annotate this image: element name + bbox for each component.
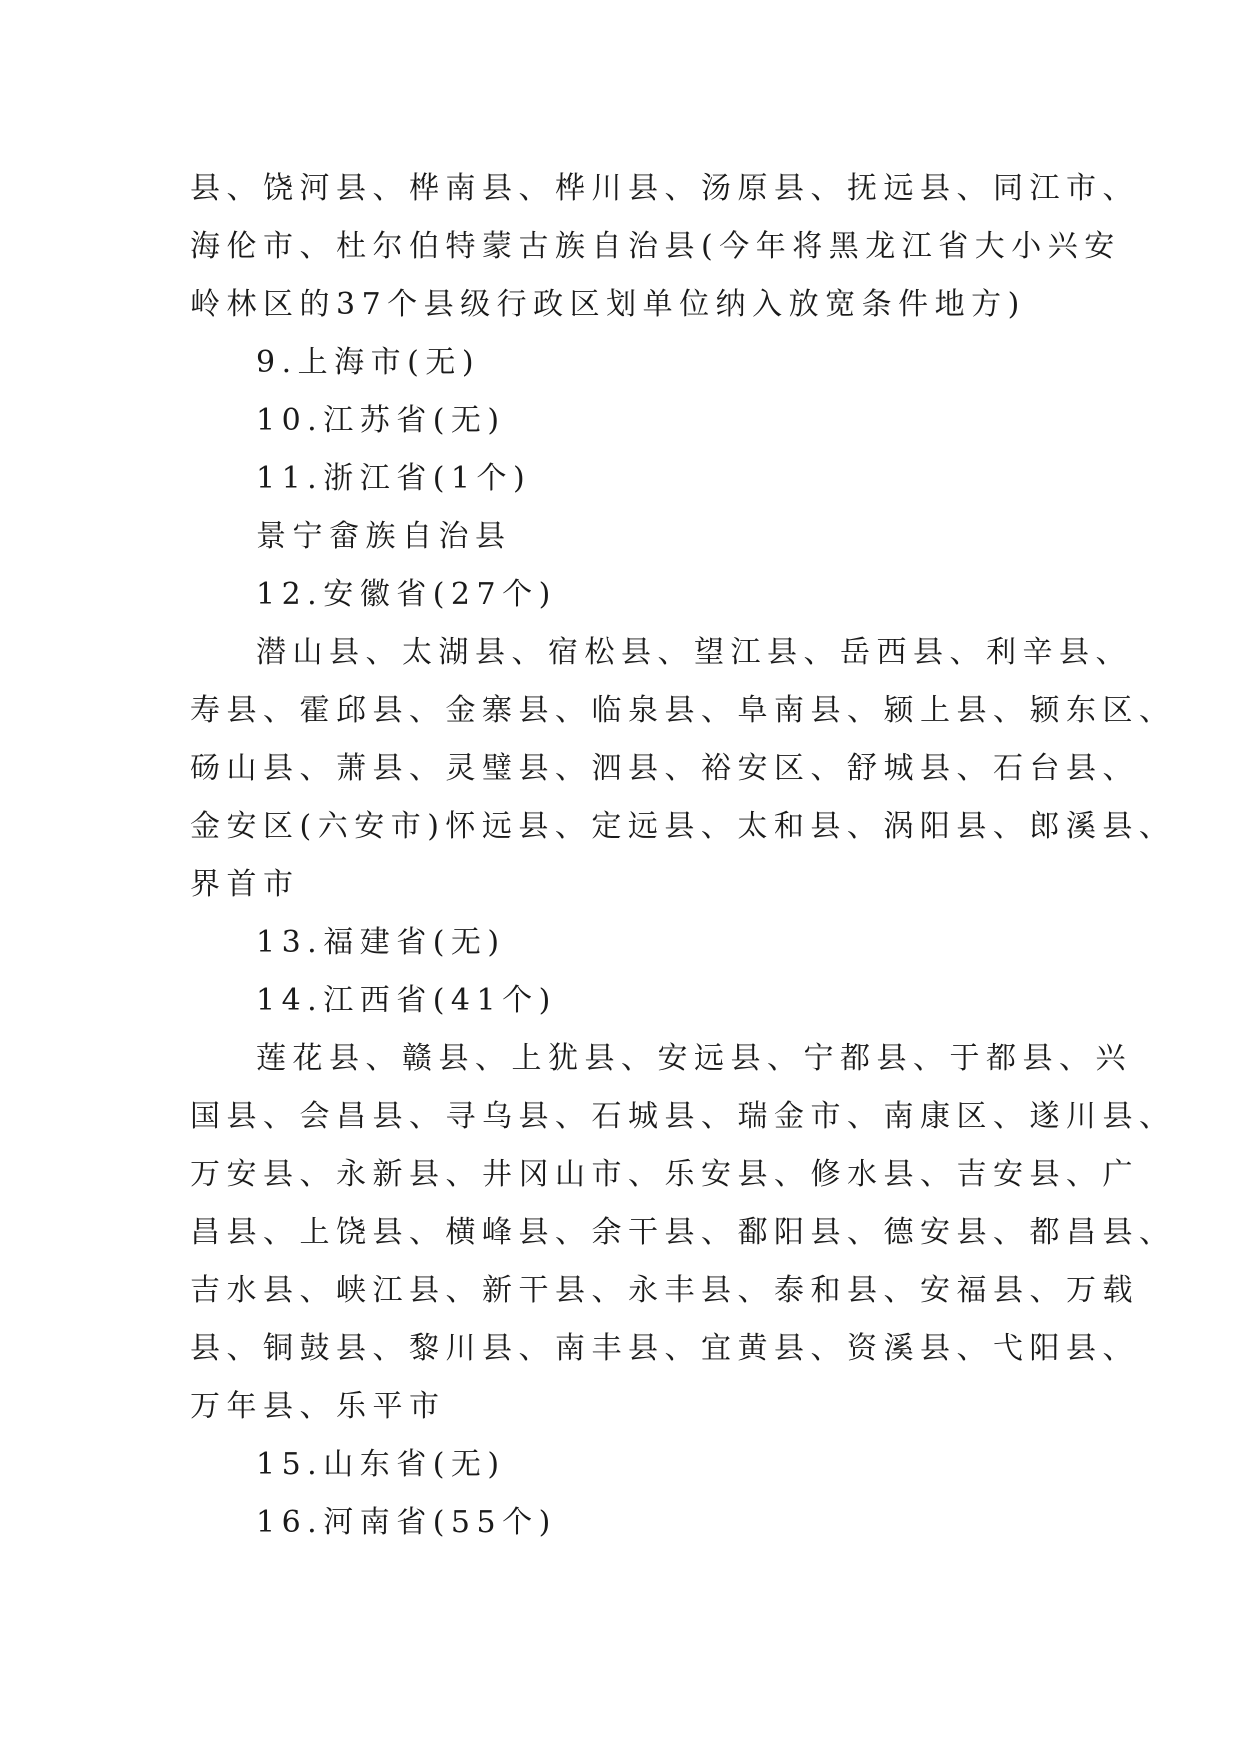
text-line: 莲花县、赣县、上犹县、安远县、宁都县、于都县、兴 xyxy=(256,1041,1132,1076)
text-line: 岭林区的37个县级行政区划单位纳入放宽条件地方) xyxy=(190,287,1026,322)
text-line: 昌县、上饶县、横峰县、余干县、鄱阳县、德安县、都昌县、 xyxy=(190,1215,1176,1250)
text-line: 万年县、乐平市 xyxy=(190,1389,446,1424)
section-heading-zhejiang: 11.浙江省(1个) xyxy=(256,461,532,496)
text-line: 潜山县、太湖县、宿松县、望江县、岳西县、利辛县、 xyxy=(256,635,1132,670)
text-line: 寿县、霍邱县、金寨县、临泉县、阜南县、颍上县、颍东区、 xyxy=(190,693,1176,728)
text-line: 县、饶河县、桦南县、桦川县、汤原县、抚远县、同江市、 xyxy=(190,171,1139,206)
text-line: 界首市 xyxy=(190,867,300,902)
section-heading-shanghai: 9.上海市(无) xyxy=(256,345,481,380)
section-heading-fujian: 13.福建省(无) xyxy=(256,925,506,960)
section-heading-jiangxi: 14.江西省(41个) xyxy=(256,983,557,1018)
text-line: 县、铜鼓县、黎川县、南丰县、宜黄县、资溪县、弋阳县、 xyxy=(190,1331,1139,1366)
section-heading-anhui: 12.安徽省(27个) xyxy=(256,577,557,612)
text-line: 吉水县、峡江县、新干县、永丰县、泰和县、安福县、万载 xyxy=(190,1273,1139,1308)
document-body xyxy=(190,160,1176,1552)
text-line: 国县、会昌县、寻乌县、石城县、瑞金市、南康区、遂川县、 xyxy=(190,1099,1176,1134)
section-heading-shandong: 15.山东省(无) xyxy=(256,1447,506,1482)
text-line: 景宁畲族自治县 xyxy=(256,519,512,554)
text-line: 砀山县、萧县、灵璧县、泗县、裕安区、舒城县、石台县、 xyxy=(190,751,1139,786)
section-heading-henan: 16.河南省(55个) xyxy=(256,1505,557,1540)
text-line: 海伦市、杜尔伯特蒙古族自治县(今年将黑龙江省大小兴安 xyxy=(190,229,1121,264)
text-line: 万安县、永新县、井冈山市、乐安县、修水县、吉安县、广 xyxy=(190,1157,1139,1192)
text-line: 金安区(六安市)怀远县、定远县、太和县、涡阳县、郎溪县、 xyxy=(190,809,1176,844)
section-heading-jiangsu: 10.江苏省(无) xyxy=(256,403,506,438)
